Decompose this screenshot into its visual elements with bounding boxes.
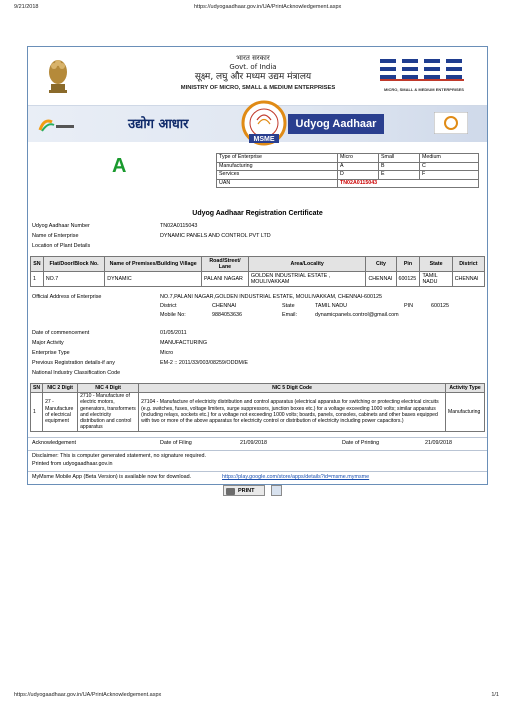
divider <box>28 471 487 472</box>
pin-label: PIN <box>404 303 413 309</box>
hindi-ministry-text: सूक्ष्म, लघु और मध्यम उद्यम मंत्रालय <box>194 72 312 82</box>
category-letter: A <box>112 155 127 177</box>
email-value: dynamicpanels.control@gmail.com <box>315 312 399 318</box>
table-cell: 600125 <box>396 272 420 287</box>
column-header: NIC 2 Digit <box>43 384 78 393</box>
district-label: District <box>160 303 177 309</box>
govt-of-india-text: Govt. of India <box>229 63 277 71</box>
table-cell: PALANI NAGAR <box>202 272 249 287</box>
digital-india-logo-icon <box>36 116 76 134</box>
enterprise-category-block <box>28 151 487 201</box>
msme-logo-icon <box>380 57 464 83</box>
seal-msme-text: MSME <box>253 136 275 143</box>
uan-label: UAN <box>217 179 338 188</box>
commencement-label: Date of commencement <box>32 330 90 336</box>
enterprise-type-value: Micro <box>160 350 174 356</box>
major-activity-value: MANUFACTURING <box>160 340 208 346</box>
national-emblem-icon <box>43 54 73 98</box>
udyog-aadhaar-label: Udyog Aadhaar <box>288 114 384 134</box>
previous-registration-label: Previous Registration details-if any <box>32 360 115 366</box>
uan-value: TN02A0115043 <box>338 179 479 188</box>
table-row <box>217 154 479 163</box>
pin-value: 600125 <box>431 303 449 309</box>
uan-number-value: TN02A0115043 <box>160 223 198 229</box>
enterprise-details <box>32 329 482 383</box>
column-header: City <box>366 257 396 272</box>
basic-details <box>32 222 482 252</box>
acknowledgement-row <box>32 439 482 449</box>
divider <box>28 450 487 451</box>
table-cell: CHENNAI <box>452 272 484 287</box>
table-row <box>31 272 485 287</box>
table-cell: Small <box>379 154 420 163</box>
table-header-row <box>31 384 485 393</box>
print-button-label: PRINT <box>238 488 255 494</box>
mobile-value: 9884053636 <box>212 312 242 318</box>
official-address <box>32 293 482 323</box>
district-value: CHENNAI <box>212 303 237 309</box>
make-in-india-logo-icon <box>434 112 468 134</box>
official-address-value: NO.7,PALANI NAGAR,GOLDEN INDUSTRIAL ESTATE, MOULIVAKKAM, CHENNAI-600125 <box>160 294 382 300</box>
table-row <box>31 393 485 432</box>
table-cell: Micro <box>338 154 379 163</box>
column-header: NIC 4 Digit <box>78 384 139 393</box>
table-cell: CHENNAI <box>366 272 396 287</box>
enterprise-name-value: DYNAMIC PANELS AND CONTROL PVT LTD <box>160 233 271 239</box>
table-cell: 1 <box>31 393 43 432</box>
table-cell: Medium <box>420 154 479 163</box>
ministry-name: MINISTRY OF MICRO, SMALL & MEDIUM ENTERPRISES <box>180 85 336 91</box>
table-cell: Manufacturing <box>217 162 338 171</box>
table-cell: B <box>379 162 420 171</box>
print-button[interactable] <box>223 485 265 496</box>
plant-details-table <box>30 256 485 287</box>
column-header: SN <box>31 384 43 393</box>
previous-registration-value: EM-2 :: 2011/33/003/08259/ODDM/E <box>160 360 248 366</box>
printing-date-value: 21/09/2018 <box>425 440 452 446</box>
table-cell: A <box>338 162 379 171</box>
filing-date-label: Date of Filing <box>160 440 192 446</box>
column-header: Name of Premises/Building Village <box>105 257 202 272</box>
page-number: 1/1 <box>491 692 499 698</box>
table-cell: 1 <box>31 272 44 287</box>
table-cell: NO.7 <box>43 272 104 287</box>
column-header: Pin <box>396 257 420 272</box>
column-header: Road/Street/ Lane <box>202 257 249 272</box>
table-cell: D <box>338 171 379 180</box>
table-cell: Manufacturing <box>446 393 485 432</box>
table-cell: 2710 - Manufacture of electric motors, generators, transformers and electricity distribution and control apparatus <box>78 393 139 432</box>
column-header: District <box>452 257 484 272</box>
mobile-app-text: MyMsme Mobile App (Beta Version) is available now for download. <box>32 474 192 480</box>
certificate-frame <box>27 46 488 485</box>
msme-subtitle: MICRO, SMALL & MEDIUM ENTERPRISES <box>384 87 464 92</box>
disclaimer-text: Disclaimer: This is computer generated statement, no signature required. <box>32 453 206 459</box>
ministry-banner <box>28 47 487 106</box>
table-row <box>217 171 479 180</box>
mobile-app-note <box>32 473 482 483</box>
major-activity-label: Major Activity <box>32 340 64 346</box>
print-url: https://udyogaadhaar.gov.in/UA/PrintAcknowledgement.aspx <box>194 4 342 10</box>
column-header: SN <box>31 257 44 272</box>
printer-icon <box>226 488 235 495</box>
column-header: Flat/Door/Block No. <box>43 257 104 272</box>
enterprise-name-label: Name of Enterprise <box>32 233 79 239</box>
govt-heading <box>178 54 328 83</box>
table-cell: F <box>420 171 479 180</box>
play-store-link[interactable]: https://play.google.com/store/apps/details?id=msme.mymsme <box>222 474 370 480</box>
plant-location-label: Location of Plant Details <box>32 243 91 249</box>
table-cell: C <box>420 162 479 171</box>
column-header: State <box>420 257 452 272</box>
udyog-aadhaar-banner <box>28 106 487 142</box>
nic-code-label: National Industry Classification Code <box>32 370 121 376</box>
column-header: Area/Locality <box>248 257 366 272</box>
table-cell: 27 - Manufacture of electrical equipment <box>43 393 78 432</box>
disclaimer <box>32 452 482 472</box>
table-cell: GOLDEN INDUSTRIAL ESTATE , MOULIVAKKAM <box>248 272 366 287</box>
table-cell: DYNAMIC <box>105 272 202 287</box>
commencement-value: 01/05/2011 <box>160 330 187 336</box>
nic-code-table <box>30 383 485 432</box>
column-header: NIC 5 Digit Code <box>139 384 446 393</box>
email-label: Email: <box>282 312 297 318</box>
save-icon[interactable] <box>271 485 282 496</box>
certificate-title: Udyog Aadhaar Registration Certificate <box>192 210 323 217</box>
print-date: 9/21/2018 <box>14 4 39 10</box>
printed-from-text: Printed from udyogaadhaar.gov.in <box>32 461 113 467</box>
table-cell: Services <box>217 171 338 180</box>
uan-row <box>217 179 479 188</box>
printing-date-label: Date of Printing <box>342 440 380 446</box>
table-header-row <box>31 257 485 272</box>
table-cell: 27104 - Manufacture of electricity distribution and control apparatus (electrical apparatus for switching or protecting electrical circuits (e.g. switches, fuses, voltage limiters, surge suppressors, junction boxes etc.) for a voltage exceeding 1000 volts; similar apparatus (including relays, sockets etc.) for a voltage not exceeding 1000 volts; boards, panels, consoles, cabinets and other bases equipped with two or more of the above apparatus for electricity control or distribution of electricity including power capacitors.) <box>139 393 446 432</box>
udyog-aadhar-hindi: उद्योग आधार <box>128 117 189 132</box>
state-label: State <box>282 303 295 309</box>
hindi-govt-text: भारत सरकार <box>236 54 270 62</box>
mobile-label: Mobile No: <box>160 312 186 318</box>
enterprise-type-label: Enterprise Type <box>32 350 70 356</box>
uan-number-label: Udyog Aadhaar Number <box>32 223 90 229</box>
enterprise-type-table <box>216 153 479 188</box>
table-cell: E <box>379 171 420 180</box>
udyog-aadhar-seal-icon <box>241 100 287 146</box>
table-row <box>217 162 479 171</box>
divider <box>28 437 487 438</box>
filing-date-value: 21/09/2018 <box>240 440 267 446</box>
column-header: Activity Type <box>446 384 485 393</box>
official-address-label: Official Address of Enterprise <box>32 294 102 300</box>
footer-url: https://udyogaadhaar.gov.in/UA/PrintAcknowledgement.aspx <box>14 692 162 698</box>
table-cell: Type of Enterprise <box>217 154 338 163</box>
acknowledgement-label: Acknowledgement <box>32 440 77 446</box>
table-cell: TAMIL NADU <box>420 272 452 287</box>
state-value: TAMIL NADU <box>315 303 348 309</box>
